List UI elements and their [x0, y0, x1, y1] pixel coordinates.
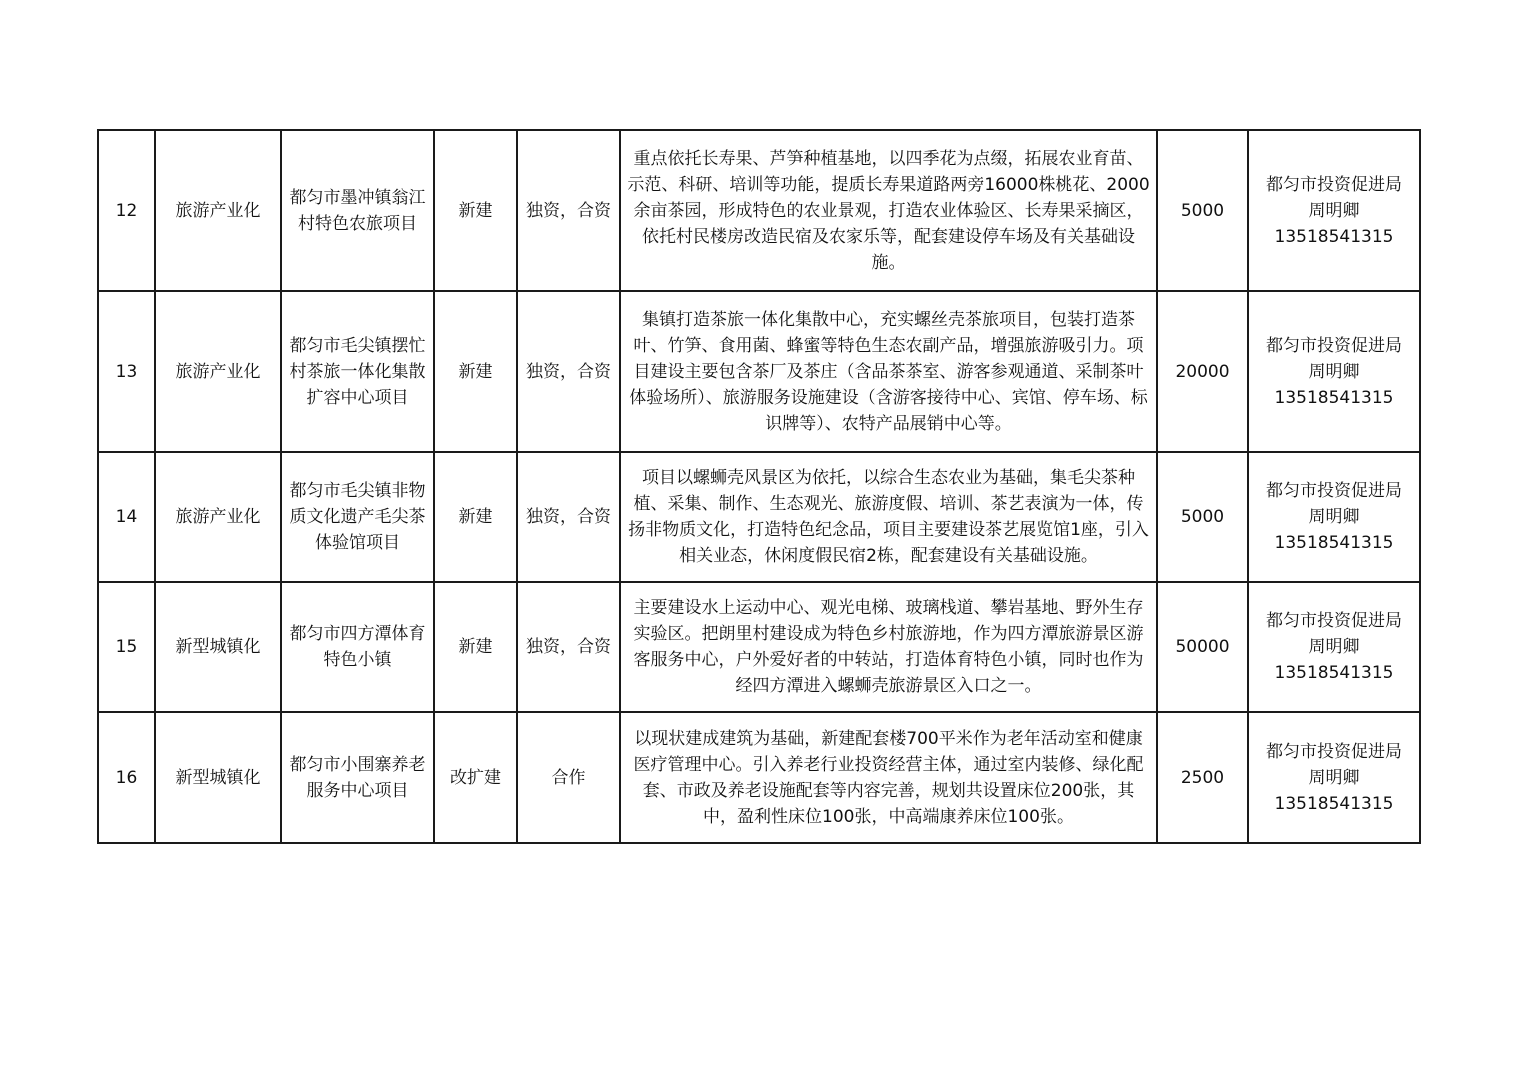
contact-org: 都匀市投资促进局 [1266, 174, 1402, 195]
table-row [98, 582, 1420, 712]
project-description: 以现状建成建筑为基础，新建配套楼700平米作为老年活动室和健康医疗管理中心。引入养老行业投资经营主体，通过室内装修、绿化配套、市政及养老设施配套等内容完善，规划共设置床位200张，其中，盈利性床位100张，中高端康养床位100张。 [620, 712, 1157, 843]
contact-person: 周明卿 [1308, 507, 1360, 527]
project-description: 集镇打造茶旅一体化集散中心，充实螺丝壳茶旅项目，包装打造茶叶、竹笋、食用菌、蜂蜜等特色生态农副产品，增强旅游吸引力。项目建设主要包含茶厂及茶庄（含品茶茶室、游客参观通道、采制茶叶体验场所）、旅游服务设施建设（含游客接待中心、宾馆、停车场、标识牌等）、农特产品展销中心等。 [620, 291, 1157, 452]
contact-org: 都匀市投资促进局 [1266, 741, 1402, 762]
contact-phone: 13518541315 [1274, 226, 1394, 247]
row-number: 16 [98, 712, 155, 843]
cooperation-mode: 独资，合资 [517, 452, 620, 582]
project-name: 都匀市四方潭体育特色小镇 [281, 582, 434, 712]
project-category: 旅游产业化 [155, 291, 281, 452]
contact-person: 周明卿 [1308, 637, 1360, 657]
cooperation-mode: 独资，合资 [517, 582, 620, 712]
contact-phone: 13518541315 [1274, 663, 1394, 683]
construction-type: 改扩建 [434, 712, 517, 843]
project-category: 旅游产业化 [155, 130, 281, 291]
contact-info [1248, 130, 1420, 291]
project-description: 项目以螺蛳壳风景区为依托，以综合生态农业为基础，集毛尖茶种植、采集、制作、生态观光、旅游度假、培训、茶艺表演为一体，传扬非物质文化，打造特色纪念品，项目主要建设茶艺展览馆1座，引入相关业态，休闲度假民宿2栋，配套建设有关基础设施。 [620, 452, 1157, 582]
project-category: 新型城镇化 [155, 582, 281, 712]
cooperation-mode: 独资，合资 [517, 291, 620, 452]
contact-info [1248, 291, 1420, 452]
contact-info [1248, 712, 1420, 843]
project-table [97, 129, 1421, 844]
table-row [98, 712, 1420, 843]
contact-person: 周明卿 [1308, 767, 1360, 788]
contact-person: 周明卿 [1308, 361, 1360, 382]
investment-amount: 50000 [1157, 582, 1248, 712]
table-row [98, 452, 1420, 582]
project-name: 都匀市墨冲镇翁江村特色农旅项目 [281, 130, 434, 291]
cooperation-mode: 合作 [517, 712, 620, 843]
table-row [98, 291, 1420, 452]
project-name: 都匀市毛尖镇摆忙村茶旅一体化集散扩容中心项目 [281, 291, 434, 452]
project-description: 主要建设水上运动中心、观光电梯、玻璃栈道、攀岩基地、野外生存实验区。把朗里村建设成为特色乡村旅游地，作为四方潭旅游景区游客服务中心，户外爱好者的中转站，打造体育特色小镇，同时也作为经四方潭进入螺蛳壳旅游景区入口之一。 [620, 582, 1157, 712]
contact-phone: 13518541315 [1274, 793, 1394, 814]
project-category: 旅游产业化 [155, 452, 281, 582]
contact-org: 都匀市投资促进局 [1266, 611, 1402, 631]
construction-type: 新建 [434, 291, 517, 452]
construction-type: 新建 [434, 582, 517, 712]
investment-amount: 5000 [1157, 130, 1248, 291]
project-name: 都匀市毛尖镇非物质文化遗产毛尖茶体验馆项目 [281, 452, 434, 582]
investment-amount: 5000 [1157, 452, 1248, 582]
investment-amount: 20000 [1157, 291, 1248, 452]
project-name: 都匀市小围寨养老服务中心项目 [281, 712, 434, 843]
contact-phone: 13518541315 [1274, 387, 1394, 408]
row-number: 12 [98, 130, 155, 291]
row-number: 13 [98, 291, 155, 452]
construction-type: 新建 [434, 452, 517, 582]
table-row [98, 130, 1420, 291]
contact-person: 周明卿 [1308, 200, 1360, 221]
project-description: 重点依托长寿果、芦笋种植基地，以四季花为点缀，拓展农业育苗、示范、科研、培训等功能，提质长寿果道路两旁16000株桃花、2000余亩茶园，形成特色的农业景观，打造农业体验区、长寿果采摘区，依托村民楼房改造民宿及农家乐等，配套建设停车场及有关基础设施。 [620, 130, 1157, 291]
contact-info [1248, 452, 1420, 582]
row-number: 15 [98, 582, 155, 712]
contact-info [1248, 582, 1420, 712]
row-number: 14 [98, 452, 155, 582]
contact-phone: 13518541315 [1274, 533, 1394, 553]
contact-org: 都匀市投资促进局 [1266, 481, 1402, 501]
project-category: 新型城镇化 [155, 712, 281, 843]
investment-amount: 2500 [1157, 712, 1248, 843]
construction-type: 新建 [434, 130, 517, 291]
cooperation-mode: 独资，合资 [517, 130, 620, 291]
contact-org: 都匀市投资促进局 [1266, 335, 1402, 356]
